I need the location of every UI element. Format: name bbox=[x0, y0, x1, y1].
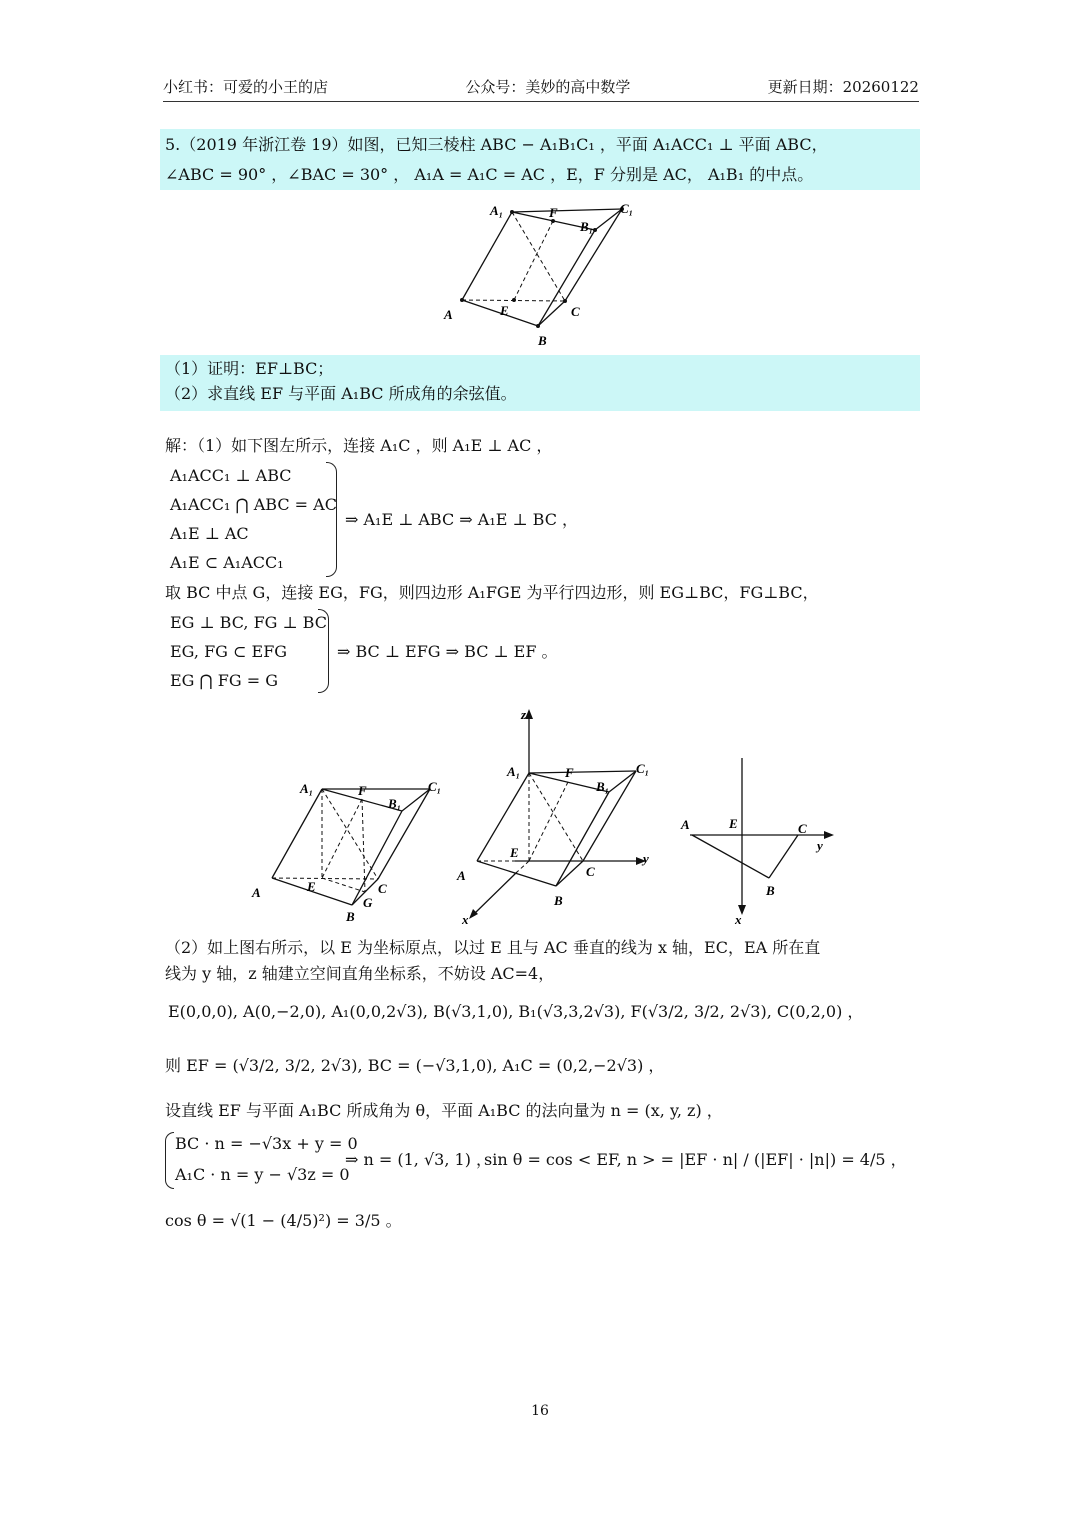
axis-y-label: y bbox=[643, 851, 649, 866]
axis-x-label: x bbox=[462, 912, 469, 927]
fig2-label-F: F bbox=[358, 783, 367, 798]
fig3-label-B1: B₁ bbox=[596, 779, 610, 794]
sys2-brace bbox=[318, 609, 329, 693]
sys1-line-2: A₁ACC₁ ⋂ ABC = AC bbox=[170, 495, 337, 514]
label-B1: B₁ bbox=[580, 219, 594, 234]
coordinates: E(0,0,0), A(0,−2,0), A₁(0,0,2√3), B(√3,1,0), B₁(√3,3,2√3), F(√3/2, 3/2, 2√3), C(0,2,0) ， bbox=[168, 1002, 864, 1021]
label-C: C bbox=[571, 304, 580, 319]
sys3-brace bbox=[165, 1132, 174, 1189]
cos-expression: cos θ = √(1 − (4/5)²) = 3/5 。 bbox=[165, 1211, 402, 1230]
fig4-label-B: B bbox=[766, 883, 775, 898]
sys1-line-1: A₁ACC₁ ⊥ ABC bbox=[170, 466, 292, 485]
fig2-label-A1: A₁ bbox=[300, 781, 314, 796]
fig4-label-x: x bbox=[735, 912, 742, 927]
fig3-label-C: C bbox=[586, 864, 595, 879]
question-1: （1）证明：EF⊥BC； bbox=[165, 359, 334, 378]
sys2-result: ⇒ BC ⊥ EFG ⇒ BC ⊥ EF 。 bbox=[337, 642, 558, 661]
page-number: 16 bbox=[531, 1403, 549, 1419]
sys2-line-1: EG ⊥ BC, FG ⊥ BC bbox=[170, 613, 327, 632]
sys3-result: ⇒ n = (1, √3, 1) ， bbox=[345, 1150, 493, 1169]
fig4-label-E: E bbox=[729, 816, 738, 831]
fig2-label-B1: B₁ bbox=[388, 796, 402, 811]
fig3-label-A1: A₁ bbox=[507, 764, 521, 779]
fig3-label-E: E bbox=[510, 845, 519, 860]
fig2-label-A: A bbox=[252, 885, 261, 900]
vectors: 则 EF = (√3/2, 3/2, 2√3), BC = (−√3,1,0), A₁C = (0,2,−2√3) ， bbox=[165, 1056, 665, 1075]
normal-intro: 设直线 EF 与平面 A₁BC 所成角为 θ，平面 A₁BC 的法向量为 n = (x, y, z) ， bbox=[165, 1101, 723, 1120]
fig4-label-C: C bbox=[798, 821, 807, 836]
fig2-label-C1: C₁ bbox=[428, 779, 442, 794]
fig2-label-E: E bbox=[307, 879, 316, 894]
sin-expression: sin θ = cos < EF, n > = |EF · n| / (|EF| · |n|) = 4/5 ， bbox=[484, 1150, 907, 1169]
sys3-line-1: BC · n = −√3x + y = 0 bbox=[175, 1134, 358, 1153]
label-E: E bbox=[500, 303, 509, 318]
label-A1: A₁ bbox=[490, 203, 504, 218]
sys1-brace bbox=[326, 462, 337, 577]
take-midpoint-g: 取 BC 中点 G，连接 EG，FG，则四边形 A₁FGE 为平行四边形，则 EG⊥BC，FG⊥BC， bbox=[165, 583, 819, 602]
sys1-result: ⇒ A₁E ⊥ ABC ⇒ A₁E ⊥ BC ， bbox=[345, 510, 579, 529]
sys3-line-2: A₁C · n = y − √3z = 0 bbox=[175, 1165, 350, 1184]
axis-z-label: z bbox=[521, 707, 527, 722]
label-B: B bbox=[538, 333, 547, 348]
fig2-label-G: G bbox=[363, 895, 373, 910]
prism-figure bbox=[430, 195, 650, 350]
page-header bbox=[163, 76, 919, 102]
part2-line-2: 线为 y 轴，z 轴建立空间直角坐标系，不妨设 AC=4， bbox=[165, 964, 555, 983]
question-2: （2）求直线 EF 与平面 A₁BC 所成角的余弦值。 bbox=[165, 384, 517, 403]
solution-intro: 解：（1）如下图左所示，连接 A₁C ，则 A₁E ⊥ AC ， bbox=[165, 436, 553, 455]
header-center: 公众号：美妙的高中数学 bbox=[465, 78, 631, 96]
fig2-label-C: C bbox=[378, 881, 387, 896]
header-left: 小红书：可爱的小王的店 bbox=[163, 78, 329, 96]
sys1-line-3: A₁E ⊥ AC bbox=[170, 524, 249, 543]
fig3-label-B: B bbox=[554, 893, 563, 908]
fig3-label-F: F bbox=[565, 765, 574, 780]
header-right: 更新日期：20260122 bbox=[767, 78, 919, 96]
problem-line-1: 5.（2019 年浙江卷 19）如图，已知三棱柱 ABC − A₁B₁C₁ ，平面 A₁ACC₁ ⊥ 平面 ABC， bbox=[165, 135, 828, 154]
fig4-label-y: y bbox=[817, 838, 823, 853]
label-C1: C₁ bbox=[620, 201, 634, 216]
label-A: A bbox=[444, 307, 453, 322]
fig4-label-A: A bbox=[681, 817, 690, 832]
part2-line-1: （2）如上图右所示，以 E 为坐标原点，以过 E 且与 AC 垂直的线为 x 轴，EC，EA 所在直 bbox=[165, 938, 821, 957]
fig2-label-B: B bbox=[346, 909, 355, 924]
sys2-line-3: EG ⋂ FG = G bbox=[170, 671, 278, 690]
figures-row bbox=[245, 705, 845, 930]
sys2-line-2: EG, FG ⊂ EFG bbox=[170, 642, 288, 661]
sys1-line-4: A₁E ⊂ A₁ACC₁ bbox=[170, 553, 284, 572]
problem-line-2: ∠ABC = 90° ，∠BAC = 30° ， A₁A = A₁C = AC ，E，F 分别是 AC， A₁B₁ 的中点。 bbox=[165, 165, 814, 184]
fig3-label-C1: C₁ bbox=[636, 761, 650, 776]
fig3-label-A: A bbox=[457, 868, 466, 883]
label-F: F bbox=[549, 205, 558, 220]
